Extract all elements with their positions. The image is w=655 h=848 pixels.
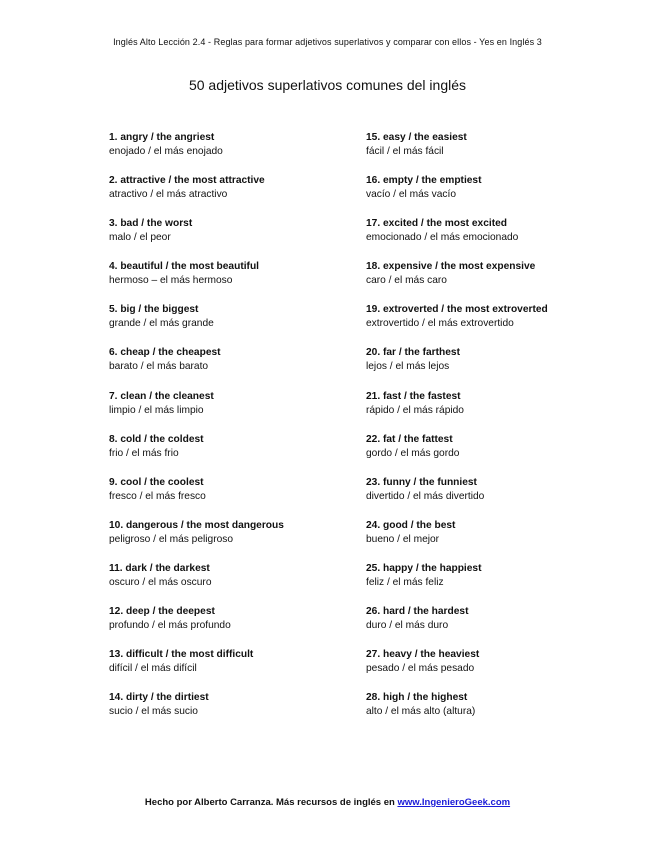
english-term: 14. dirty / the dirtiest (109, 692, 209, 704)
spanish-translation: limpio / el más limpio (109, 404, 204, 416)
spanish-translation: malo / el peor (109, 232, 171, 244)
vocab-entry (109, 519, 374, 562)
english-term: 8. cold / the coldest (109, 433, 204, 445)
vocab-entry (109, 691, 374, 734)
vocab-entry (109, 476, 374, 519)
spanish-translation: gordo / el más gordo (366, 447, 460, 459)
page-title: 50 adjetivos superlativos comunes del inglés (188, 77, 467, 93)
vocab-entry (366, 433, 631, 476)
english-term: 17. excited / the most excited (366, 218, 507, 230)
vocab-entry (366, 519, 631, 562)
vocab-entry (109, 433, 374, 476)
english-term: 9. cool / the coolest (109, 476, 204, 488)
english-term: 7. clean / the cleanest (109, 390, 214, 402)
vocab-entry (366, 174, 631, 217)
english-term: 13. difficult / the most difficult (109, 649, 254, 661)
spanish-translation: feliz / el más feliz (366, 576, 444, 588)
vocab-entry (109, 346, 374, 389)
english-term: 21. fast / the fastest (366, 390, 461, 402)
vocab-entry (366, 562, 631, 605)
vocab-entry (109, 390, 374, 433)
page-header: Inglés Alto Lección 2.4 - Reglas para formar adjetivos superlativos y comparar con ellos - Yes en Inglés 3 (113, 37, 542, 47)
vocab-entry (366, 131, 631, 174)
footer-text: Hecho por Alberto Carranza. Más recursos de inglés en (144, 797, 398, 808)
vocab-entry (109, 605, 374, 648)
vocab-entry (109, 303, 374, 346)
vocab-entry (366, 476, 631, 519)
spanish-translation: divertido / el más divertido (366, 490, 485, 502)
vocab-entry (109, 174, 374, 217)
spanish-translation: hermoso – el más hermoso (109, 275, 233, 287)
vocab-entry (366, 346, 631, 389)
vocab-entry (109, 131, 374, 174)
vocab-entry (366, 390, 631, 433)
spanish-translation: peligroso / el más peligroso (109, 533, 234, 545)
english-term: 24. good / the best (366, 519, 456, 531)
spanish-translation: bueno / el mejor (366, 533, 440, 545)
spanish-translation: extrovertido / el más extrovertido (366, 318, 514, 330)
spanish-translation: pesado / el más pesado (366, 663, 475, 675)
spanish-translation: atractivo / el más atractivo (109, 189, 228, 201)
spanish-translation: frio / el más frio (109, 447, 179, 459)
spanish-translation: barato / el más barato (109, 361, 209, 373)
english-term: 4. beautiful / the most beautiful (109, 261, 259, 273)
english-term: 22. fat / the fattest (366, 433, 453, 445)
spanish-translation: emocionado / el más emocionado (366, 232, 519, 244)
vocab-entry (109, 217, 374, 260)
english-term: 27. heavy / the heaviest (366, 649, 480, 661)
english-term: 20. far / the farthest (366, 347, 460, 359)
vocab-entry (109, 260, 374, 303)
spanish-translation: duro / el más duro (366, 620, 449, 632)
vocab-entry (366, 648, 631, 691)
page-footer (0, 797, 655, 808)
english-term: 10. dangerous / the most dangerous (109, 519, 284, 531)
english-term: 28. high / the highest (366, 692, 468, 704)
spanish-translation: grande / el más grande (109, 318, 214, 330)
english-term: 25. happy / the happiest (366, 562, 482, 574)
english-term: 2. attractive / the most attractive (109, 175, 265, 187)
spanish-translation: fresco / el más fresco (109, 490, 206, 502)
english-term: 3. bad / the worst (109, 218, 193, 230)
vocab-entry (366, 605, 631, 648)
vocab-entry (366, 217, 631, 260)
english-term: 19. extroverted / the most extroverted (366, 304, 548, 316)
spanish-translation: rápido / el más rápido (366, 404, 464, 416)
spanish-translation: vacío / el más vacío (366, 189, 457, 201)
spanish-translation: oscuro / el más oscuro (109, 576, 212, 588)
english-term: 6. cheap / the cheapest (109, 347, 221, 359)
vocab-entry (366, 260, 631, 303)
vocab-entry (109, 562, 374, 605)
spanish-translation: sucio / el más sucio (109, 706, 198, 718)
vocab-entry (109, 648, 374, 691)
right-column (366, 131, 631, 734)
english-term: 5. big / the biggest (109, 304, 199, 316)
spanish-translation: enojado / el más enojado (109, 146, 223, 157)
english-term: 26. hard / the hardest (366, 606, 469, 618)
vocab-entry (366, 303, 631, 346)
spanish-translation: fácil / el más fácil (366, 146, 444, 157)
english-term: 15. easy / the easiest (366, 132, 467, 143)
website-link[interactable]: www.IngenieroGeek.com (397, 797, 511, 808)
spanish-translation: alto / el más alto (altura) (366, 706, 476, 718)
spanish-translation: caro / el más caro (366, 275, 447, 287)
english-term: 11. dark / the darkest (109, 562, 210, 574)
english-term: 23. funny / the funniest (366, 476, 477, 488)
spanish-translation: difícil / el más difícil (109, 663, 197, 675)
english-term: 16. empty / the emptiest (366, 175, 482, 187)
english-term: 18. expensive / the most expensive (366, 261, 536, 273)
english-term: 1. angry / the angriest (109, 132, 215, 143)
left-column (109, 131, 374, 734)
vocab-entry (366, 691, 631, 734)
english-term: 12. deep / the deepest (109, 606, 215, 618)
spanish-translation: lejos / el más lejos (366, 361, 450, 373)
spanish-translation: profundo / el más profundo (109, 620, 231, 632)
